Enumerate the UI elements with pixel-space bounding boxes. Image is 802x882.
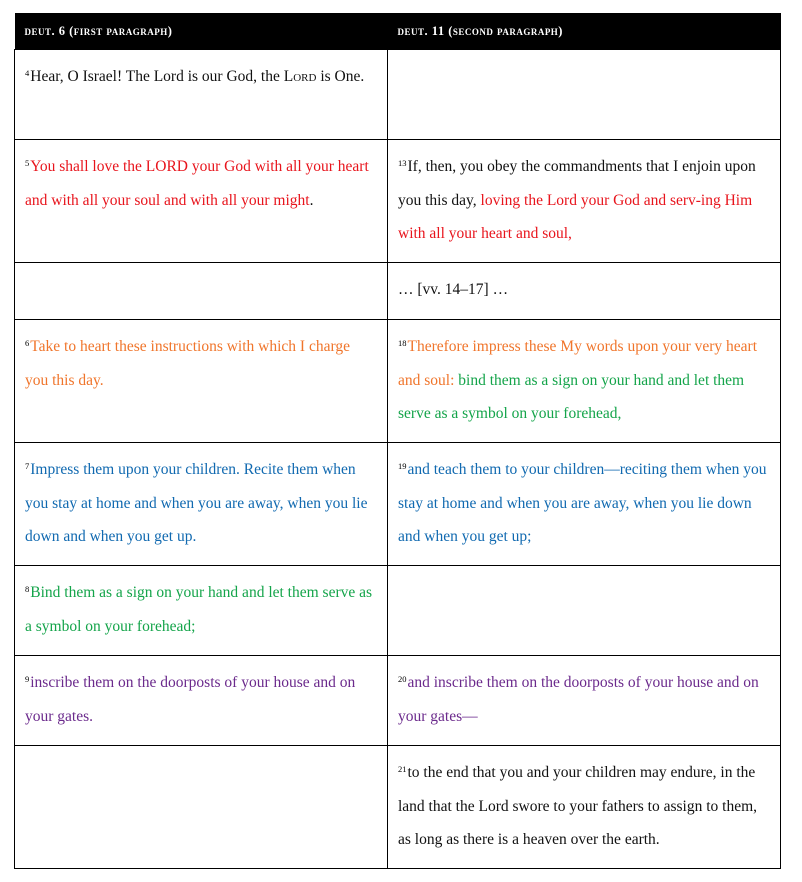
verse-text: to the end that you and your children may endure, in the land that the Lord swore to your fathers to assign to them, as long as there is a heaven over the earth. bbox=[398, 764, 758, 848]
cell-deut6-v6 bbox=[15, 320, 388, 443]
table-row bbox=[15, 320, 781, 443]
cell-deut11-v18 bbox=[388, 320, 781, 443]
cell-deut11-v13 bbox=[388, 140, 781, 263]
verse-text: is One. bbox=[316, 68, 365, 85]
verse-number: 19 bbox=[398, 461, 407, 471]
cell-deut11-v21 bbox=[388, 746, 781, 869]
verse-text-orange: Take to heart these instructions with which I charge you this day. bbox=[25, 338, 350, 389]
verse-text-blue: and teach them to your children—reciting them when you stay at home and when you are away, when you lie down and when you get up; bbox=[398, 461, 767, 545]
verse-text: If, then, you obey the commandments that I enjoin upon you this day, bbox=[398, 158, 756, 209]
verse-number: 6 bbox=[25, 338, 30, 348]
cell-empty bbox=[15, 263, 388, 320]
cell-deut6-v5 bbox=[15, 140, 388, 263]
verse-text-green: Bind them as a sign on your hand and let them serve as a symbol on your forehead; bbox=[25, 584, 373, 635]
verse-text-purple: and inscribe them on the doorposts of your house and on your gates— bbox=[398, 674, 759, 725]
header-left: deut. 6 (first paragraph) bbox=[15, 13, 388, 50]
verse-text-green: bind them as a sign on your hand and let them serve as a symbol on your forehead, bbox=[398, 371, 745, 422]
table-row bbox=[15, 263, 781, 320]
table-row bbox=[15, 140, 781, 263]
header-right: deut. 11 (second paragraph) bbox=[388, 13, 781, 50]
table-row bbox=[15, 656, 781, 746]
verse-text-purple: inscribe them on the doorposts of your house and on your gates. bbox=[25, 674, 356, 725]
cell-deut6-v7 bbox=[15, 443, 388, 566]
verse-number: 21 bbox=[398, 764, 407, 774]
cell-deut11-v20 bbox=[388, 656, 781, 746]
verse-number: 8 bbox=[25, 584, 30, 594]
cell-deut11-v19 bbox=[388, 443, 781, 566]
verse-number: 9 bbox=[25, 674, 30, 684]
table-row bbox=[15, 443, 781, 566]
header-row bbox=[15, 13, 781, 50]
cell-empty bbox=[15, 746, 388, 869]
verse-text-blue: Impress them upon your children. Recite them when you stay at home and when you are away, when you lie down and when you get up. bbox=[25, 461, 368, 545]
ellipsis-text: … [vv. 14–17] … bbox=[398, 281, 509, 298]
verse-number: 13 bbox=[398, 158, 407, 168]
verse-text-end: . bbox=[309, 191, 314, 209]
cell-deut11-vv14-17 bbox=[388, 263, 781, 320]
cell-empty bbox=[388, 50, 781, 140]
table-row bbox=[15, 566, 781, 656]
verse-number: 5 bbox=[25, 158, 30, 168]
verse-text-smallcaps: Lord bbox=[283, 68, 317, 85]
table-row bbox=[15, 746, 781, 869]
table-row bbox=[15, 50, 781, 140]
comparison-table bbox=[14, 13, 781, 869]
verse-text: Hear, O Israel! The Lord is our God, the bbox=[30, 68, 284, 85]
verse-number: 18 bbox=[398, 338, 407, 348]
verse-number: 4 bbox=[25, 68, 30, 78]
cell-deut6-v4 bbox=[15, 50, 388, 140]
cell-deut6-v8 bbox=[15, 566, 388, 656]
verse-number: 20 bbox=[398, 674, 407, 684]
cell-deut6-v9 bbox=[15, 656, 388, 746]
cell-empty bbox=[388, 566, 781, 656]
verse-text-red: loving the Lord your God and serv-ing Him with all your heart and soul, bbox=[398, 191, 753, 242]
verse-text-orange: Therefore impress these My words upon your very heart and soul: bbox=[398, 338, 758, 389]
verse-text-red: You shall love the LORD your God with all your heart and with all your soul and with all your might bbox=[25, 158, 369, 209]
verse-number: 7 bbox=[25, 461, 30, 471]
